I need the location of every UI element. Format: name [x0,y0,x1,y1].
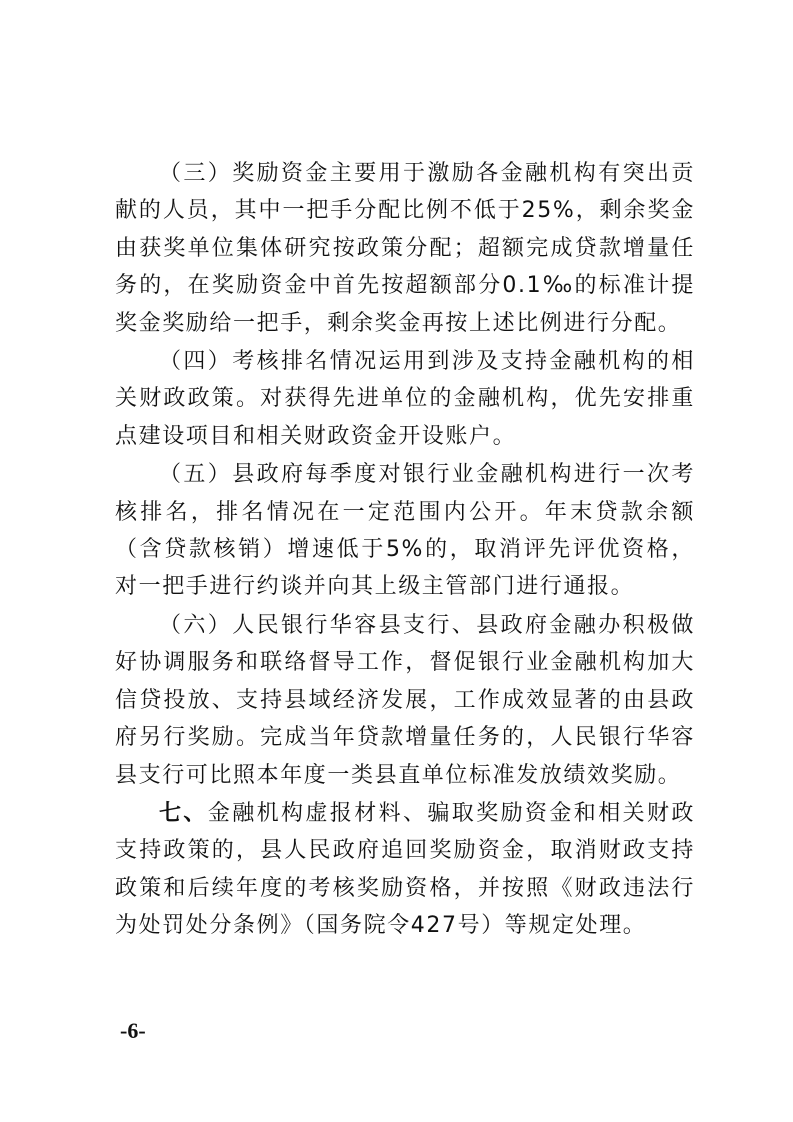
page-number: -6- [120,1018,146,1043]
paragraph-5: （五）县政府每季度对银行业金融机构进行一次考核排名，排名情况在一定范围内公开。年末贷款余额（含贷款核销）增速低于5%的，取消评先评优资格，对一把手进行约谈并向其上级主管部门进行通报。 [115,462,695,600]
paragraph-6: （六）人民银行华容县支行、县政府金融办积极做好协调服务和联络督导工作，督促银行业金融机构加大信贷投放、支持县域经济发展，工作成效显著的由县政府另行奖励。完成当年贷款增量任务的，人民银行华容县支行可比照本年度一类县直单位标准发放绩效奖励。 [115,612,695,788]
section-seven-paragraph [115,795,695,945]
paragraph-4: （四）考核排名情况运用到涉及支持金融机构的相关财政政策。对获得先进单位的金融机构，优先安排重点建设项目和相关财政资金开设账户。 [115,349,695,449]
paragraph-3: （三）奖励资金主要用于激励各金融机构有突出贡献的人员，其中一把手分配比例不低于25%，剩余奖金由获奖单位集体研究按政策分配；超额完成贷款增量任务的，在奖励资金中首先按超额部分0.1‰的标准计提奖金奖励给一把手，剩余奖金再按上述比例进行分配。 [115,161,695,336]
document-body [115,155,695,946]
section-seven-heading: 七、 [159,800,208,826]
section-seven-text: 金融机构虚报材料、骗取奖励资金和相关财政支持政策的，县人民政府追回奖励资金，取消财政支持政策和后续年度的考核奖励资格，并按照《财政违法行为处罚处分条例》（国务院令427号）等规定处理。 [115,800,695,939]
